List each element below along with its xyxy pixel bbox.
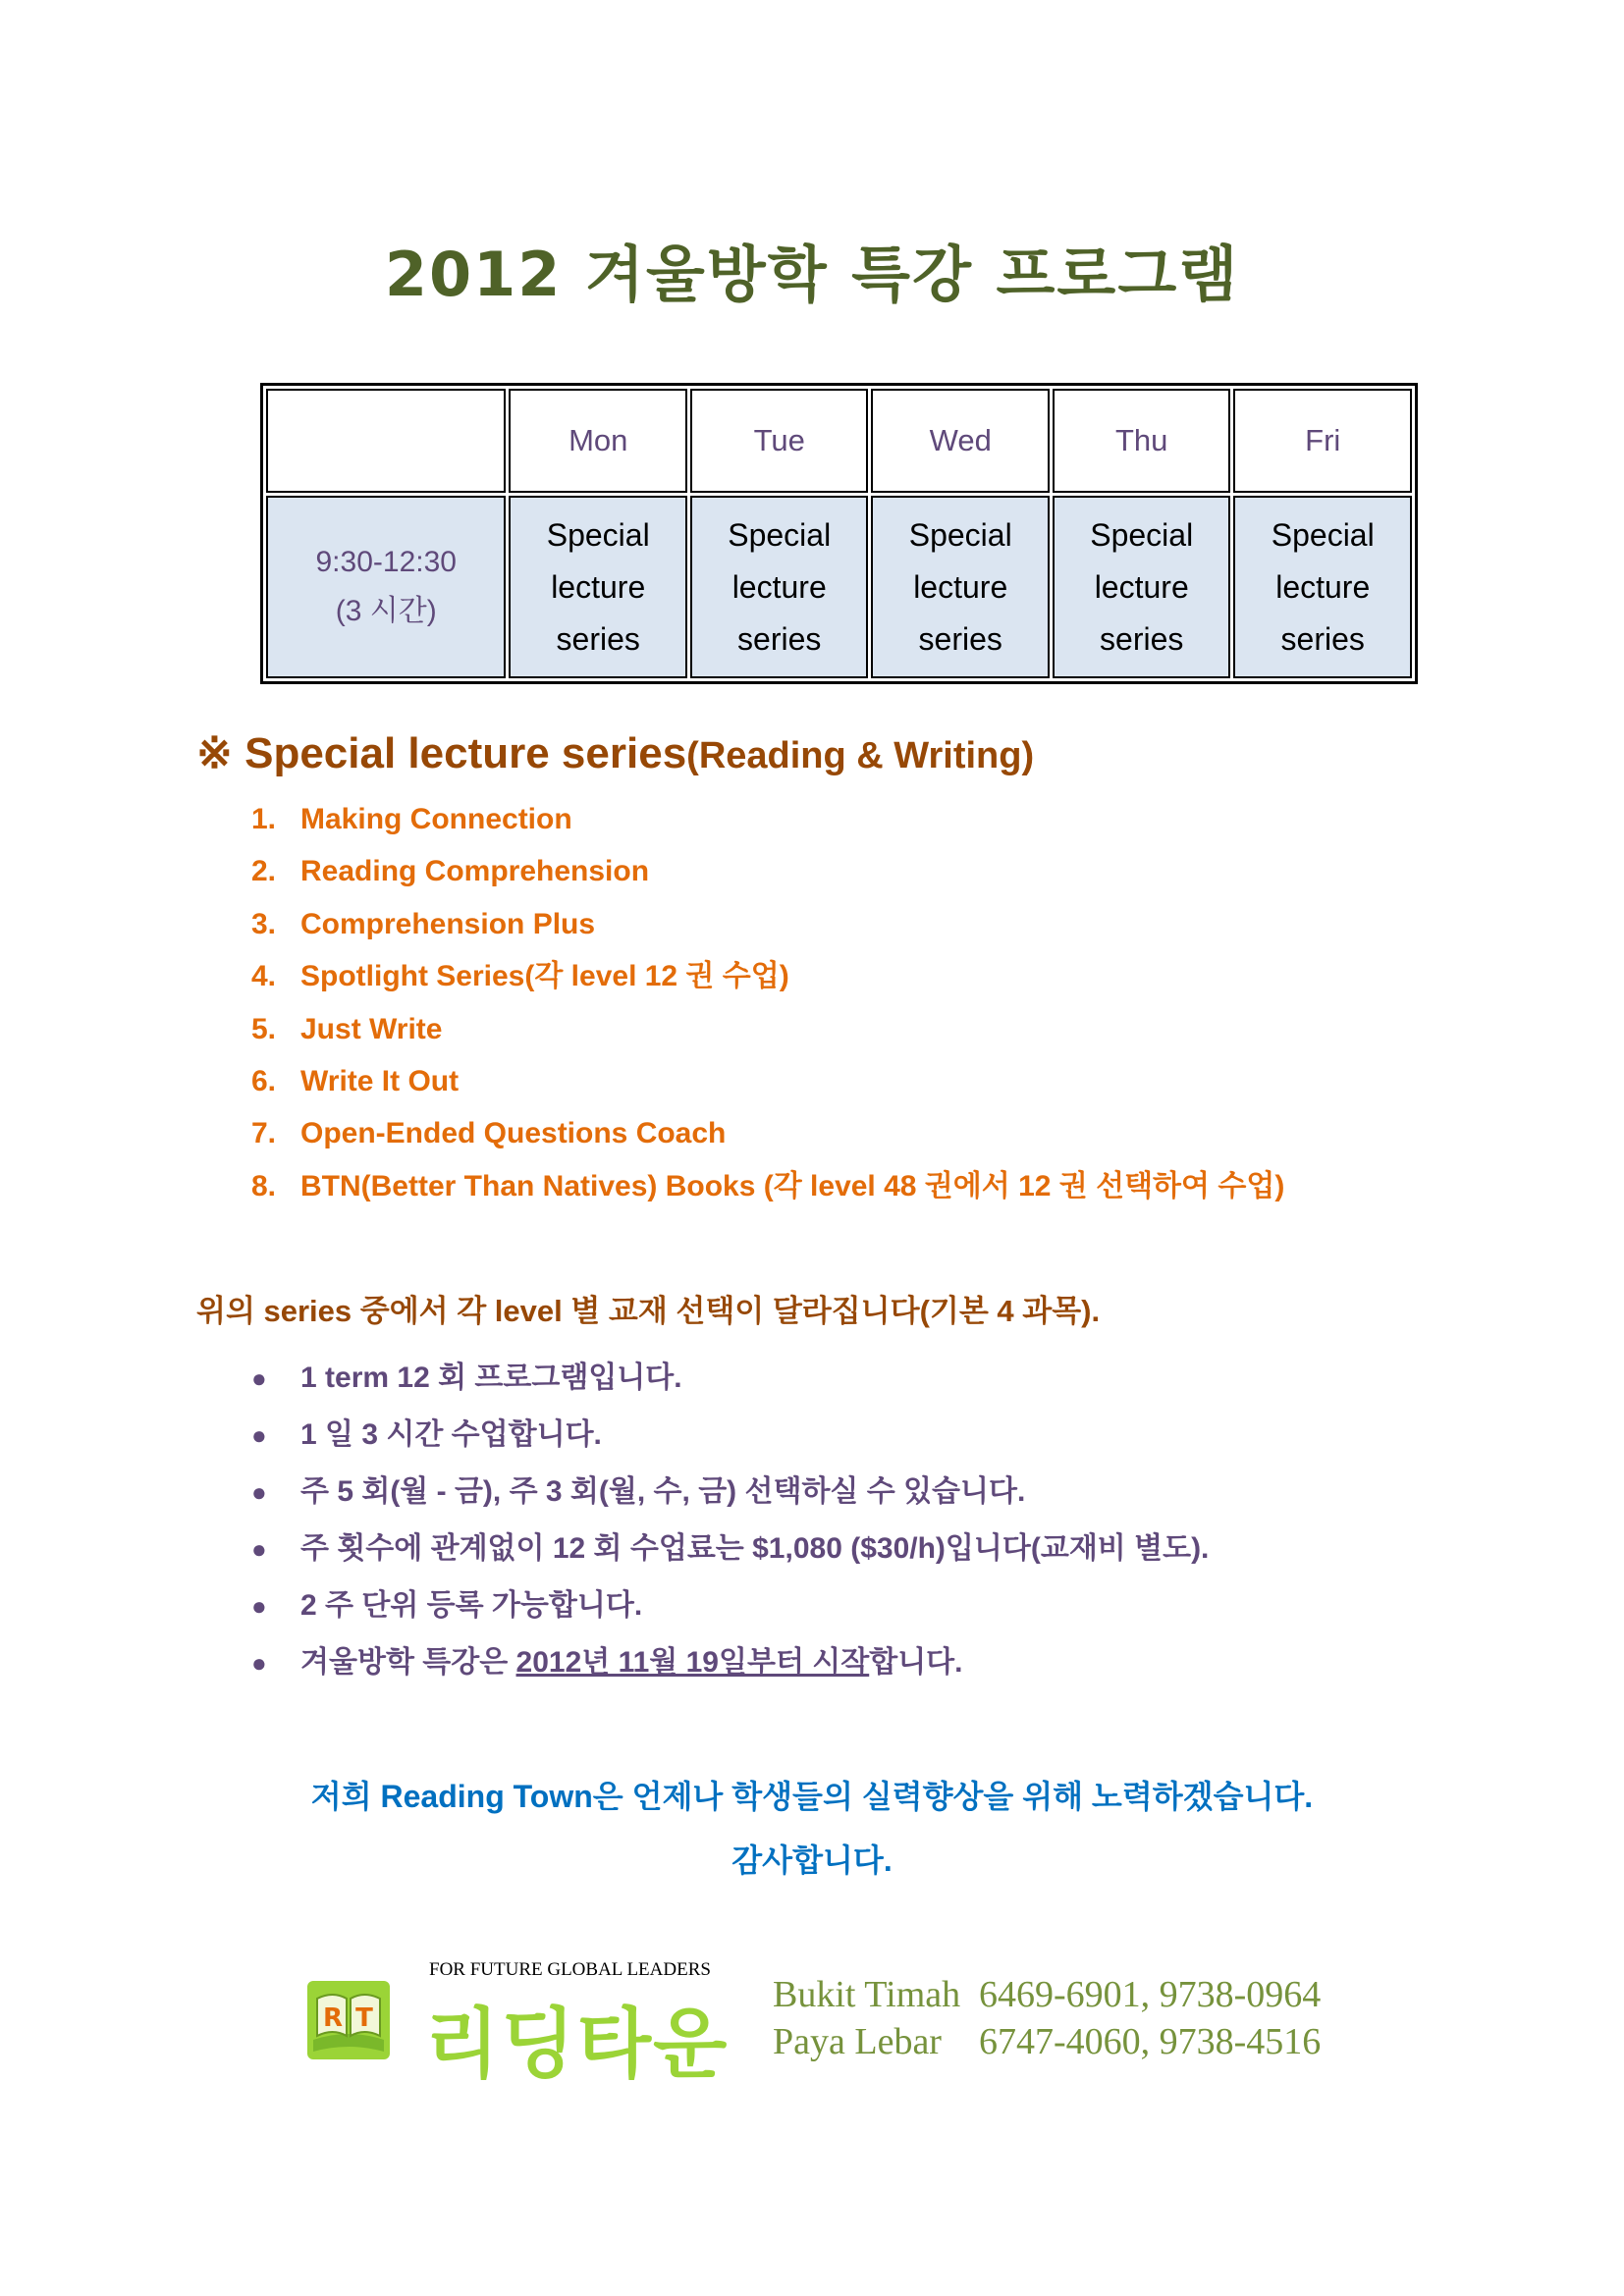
bullet-dot-icon: ● — [251, 1420, 267, 1450]
branch-phones: 6747-4060, 9738-4516 — [979, 2021, 1322, 2062]
list-item: ● 1 term 12 회 프로그램입니다. — [251, 1350, 1209, 1407]
list-item: ● 주 횟수에 관계없이 12 회 수업료는 $1,080 ($30/h)입니다(교재비 별도). — [251, 1521, 1209, 1577]
bullet-dot-icon: ● — [251, 1363, 267, 1393]
time-range: 9:30-12:30 — [315, 546, 457, 578]
schedule-cell-mon: Special lecture series — [509, 496, 687, 678]
section-heading-main: Special lecture series — [244, 729, 687, 777]
day-header-mon: Mon — [509, 389, 687, 493]
day-header-thu: Thu — [1053, 389, 1231, 493]
list-item: 8. BTN(Better Than Natives) Books (각 level 48 권에서 12 권 선택하여 수업) — [251, 1169, 1285, 1202]
list-item: 6. Write It Out — [251, 1064, 460, 1097]
bullet-dot-icon: ● — [251, 1534, 267, 1564]
schedule-cell-thu: Special lecture series — [1053, 496, 1231, 678]
list-item: ● 1 일 3 시간 수업합니다. — [251, 1407, 1209, 1464]
table-row — [266, 496, 1412, 678]
notice-text: 위의 series 중에서 각 level 별 교재 선택이 달라집니다(기본 4 과목). — [196, 1294, 1101, 1328]
list-item: 7. Open-Ended Questions Coach — [251, 1117, 727, 1150]
list-item: 3. Comprehension Plus — [251, 907, 596, 940]
schedule-cell-fri: Special lecture series — [1233, 496, 1412, 678]
list-item: ● 주 5 회(월 - 금), 주 3 회(월, 수, 금) 선택하실 수 있습니다. — [251, 1464, 1209, 1521]
branch-phones: 6469-6901, 9738-0964 — [979, 1974, 1322, 2015]
list-item: 4. Spotlight Series(각 level 12 권 수업) — [251, 960, 789, 993]
list-item: 2. Reading Comprehension — [251, 855, 650, 888]
day-header-wed: Wed — [871, 389, 1050, 493]
list-item: ● 2 주 단위 등록 가능합니다. — [251, 1577, 1209, 1634]
table-header-row — [266, 389, 1412, 493]
time-duration: (3 시간) — [335, 595, 437, 627]
closing-thanks: 감사합니다. — [731, 1842, 893, 1878]
list-item: 5. Just Write — [251, 1012, 443, 1045]
day-header-tue: Tue — [690, 389, 869, 493]
svg-text:R: R — [322, 2003, 344, 2033]
list-item: ● 겨울방학 특강은 2012년 11월 19일부터 시작합니다. — [251, 1634, 1209, 1691]
branch-bukit-timah — [773, 1973, 1322, 2016]
branch-name: Bukit Timah — [773, 1974, 961, 2015]
schedule-cell-wed: Special lecture series — [871, 496, 1050, 678]
corner-cell — [266, 389, 506, 493]
info-bullet-list — [251, 1350, 1209, 1691]
schedule-table — [260, 383, 1418, 684]
bullet-dot-icon: ● — [251, 1648, 267, 1678]
open-book-logo-icon — [299, 1971, 398, 2069]
footer-logo-block — [299, 1959, 1340, 2089]
bullet-dot-icon: ● — [251, 1477, 267, 1507]
logo-tagline: FOR FUTURE GLOBAL LEADERS — [429, 1959, 711, 1980]
list-item: 1. Making Connection — [251, 803, 572, 835]
branch-name: Paya Lebar — [773, 2021, 942, 2062]
day-header-fri: Fri — [1233, 389, 1412, 493]
closing-message: 저희 Reading Town은 언제나 학생들의 실력향상을 위해 노력하겠습니다. — [310, 1779, 1314, 1814]
start-date: 2012년 11월 19일부터 시작 — [515, 1646, 870, 1679]
page-title: 2012 겨울방학 특강 프로그램 — [384, 239, 1240, 310]
branch-paya-lebar — [773, 2020, 1322, 2063]
reference-mark: ※ — [196, 729, 233, 777]
section-heading — [196, 728, 1034, 778]
section-heading-sub: (Reading & Writing) — [686, 735, 1035, 776]
logo-wordmark: 리딩타운 — [425, 2001, 730, 2089]
svg-text:T: T — [355, 2003, 373, 2033]
time-slot-cell — [266, 496, 506, 678]
schedule-cell-tue: Special lecture series — [690, 496, 869, 678]
lecture-list — [251, 793, 1284, 1212]
bullet-dot-icon: ● — [251, 1591, 267, 1621]
